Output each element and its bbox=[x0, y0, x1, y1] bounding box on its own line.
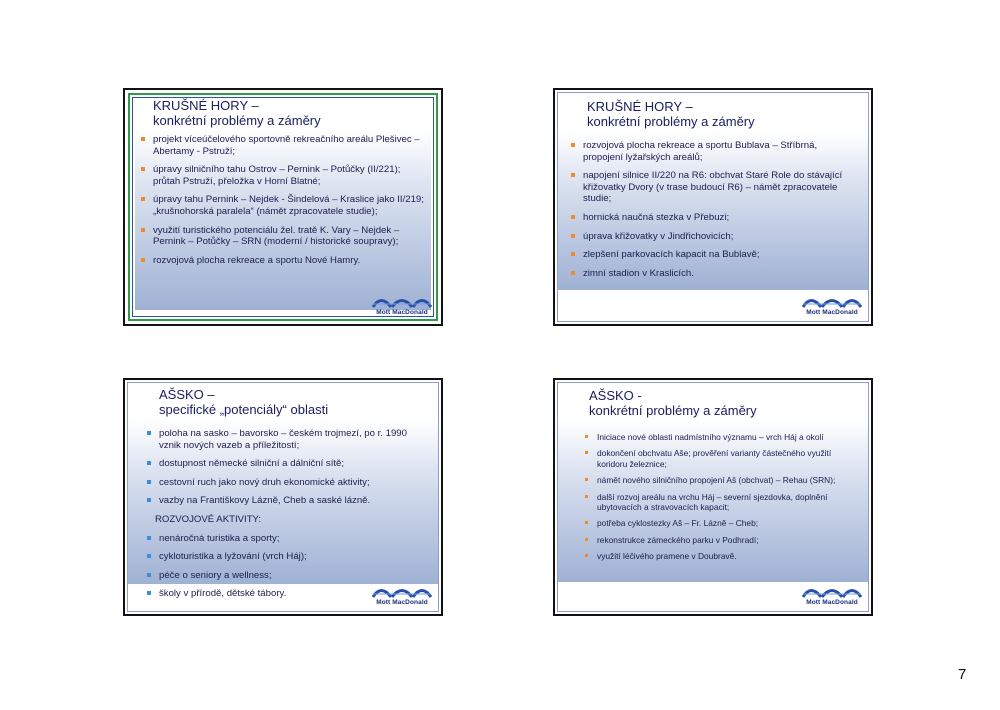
title-line-2: konkrétní problémy a záměry bbox=[153, 113, 321, 128]
bullet-icon bbox=[585, 538, 588, 541]
bullet-icon bbox=[571, 173, 575, 177]
logo-text: Mott MacDonald bbox=[806, 309, 858, 316]
list-item: další rozvoj areálu na vrchu Háj – severní sjezdovka, doplnění ubytovacích a stravovacích kapacit; bbox=[583, 492, 855, 513]
bullet-icon bbox=[585, 521, 588, 524]
title-line-2: specifické „potenciály“ oblasti bbox=[159, 402, 329, 417]
slide-assko-potencialy bbox=[123, 378, 443, 616]
bullet-icon bbox=[147, 480, 151, 484]
list-item: rozvojová plocha rekreace a sportu Nové Hamry. bbox=[139, 255, 429, 267]
list-item: poloha na sasko – bavorsko – českém trojmezí, po r. 1990 vznik nových vazeb a příležitostí; bbox=[145, 428, 429, 451]
mott-macdonald-logo bbox=[801, 292, 863, 316]
bullet-icon bbox=[147, 431, 151, 435]
bullet-icon bbox=[141, 197, 145, 201]
mott-macdonald-arches-icon bbox=[801, 292, 863, 308]
list-item: využití léčivého pramene v Doubravě. bbox=[583, 551, 855, 561]
list-item: hornická naučná stezka v Přebuzi; bbox=[569, 212, 859, 224]
bullet-icon bbox=[585, 435, 588, 438]
slide-title bbox=[589, 388, 857, 418]
title-line-1: AŠSKO – bbox=[159, 387, 215, 402]
title-line-2: konkrétní problémy a záměry bbox=[587, 114, 755, 129]
mott-macdonald-arches-icon bbox=[801, 582, 863, 598]
bullet-icon bbox=[147, 461, 151, 465]
list-item: rozvojová plocha rekreace a sportu Bublava – Stříbrná, propojení lyžařských areálů; bbox=[569, 140, 859, 163]
list-item: péče o seniory a wellness; bbox=[145, 570, 429, 582]
logo-text: Mott MacDonald bbox=[376, 599, 428, 606]
bullet-icon bbox=[141, 137, 145, 141]
title-line-1: KRUŠNÉ HORY – bbox=[587, 99, 693, 114]
list-item: úpravy silničního tahu Ostrov – Pernink – Potůčky (II/221); průtah Pstruží, přeložka v Horní Blatné; bbox=[139, 164, 429, 187]
logo-text: Mott MacDonald bbox=[376, 309, 428, 316]
bullet-icon bbox=[141, 258, 145, 262]
list-item: úprava křižovatky v Jindřichovicích; bbox=[569, 231, 859, 243]
slide-krusne-hory-1 bbox=[123, 88, 443, 326]
bullet-icon bbox=[585, 495, 588, 498]
slide-assko-zamery bbox=[553, 378, 873, 616]
page-number: 7 bbox=[958, 666, 967, 683]
slide-title bbox=[587, 99, 857, 129]
bullet-icon bbox=[585, 451, 588, 454]
bullet-icon bbox=[571, 271, 575, 275]
mott-macdonald-logo bbox=[371, 582, 433, 606]
bullet-icon bbox=[585, 554, 588, 557]
bullet-icon bbox=[571, 215, 575, 219]
bullet-icon bbox=[585, 478, 588, 481]
title-line-1: KRUŠNÉ HORY – bbox=[153, 98, 259, 113]
list-item: cykloturistika a lyžování (vrch Háj); bbox=[145, 551, 429, 563]
list-item: napojení silnice II/220 na R6: obchvat Staré Role do stávající křižovatky Dvory (v trase budoucí R6) – námět zpracovatele studie; bbox=[569, 170, 859, 205]
logo-text: Mott MacDonald bbox=[806, 599, 858, 606]
list-item: dostupnost německé silniční a dálniční sítě; bbox=[145, 458, 429, 470]
bullet-icon bbox=[141, 228, 145, 232]
mott-macdonald-arches-icon bbox=[371, 292, 433, 308]
list-item: projekt víceúčelového sportovně rekreačního areálu Plešivec – Abertamy - Pstruží; bbox=[139, 134, 429, 157]
list-item: Iniciace nové oblasti nadmístního významu – vrch Háj a okolí bbox=[583, 432, 855, 442]
bullet-icon bbox=[571, 234, 575, 238]
bullet-icon bbox=[147, 554, 151, 558]
bullet-list bbox=[569, 140, 859, 286]
title-line-1: AŠSKO - bbox=[589, 388, 642, 403]
list-item: zimní stadion v Kraslicích. bbox=[569, 268, 859, 280]
title-line-2: konkrétní problémy a záměry bbox=[589, 403, 757, 418]
bullet-icon bbox=[141, 167, 145, 171]
bullet-icon bbox=[571, 143, 575, 147]
list-item: potřeba cyklostezky Aš – Fr. Lázně – Cheb; bbox=[583, 518, 855, 528]
list-item: dokončení obchvatu Aše; prověření varianty částečného využití koridoru železnice; bbox=[583, 448, 855, 469]
bullet-icon bbox=[147, 591, 151, 595]
list-item: využití turistického potenciálu žel. tratě K. Vary – Nejdek – Pernink – Potůčky – SRN (moderní / historické soupravy); bbox=[139, 225, 429, 248]
list-item: zlepšení parkovacích kapacit na Bublavě; bbox=[569, 249, 859, 261]
slide-title bbox=[153, 98, 427, 128]
bullet-list bbox=[583, 432, 855, 568]
slide-krusne-hory-2 bbox=[553, 88, 873, 326]
mott-macdonald-logo bbox=[371, 292, 433, 316]
slide-title bbox=[159, 387, 427, 417]
bullet-icon bbox=[147, 573, 151, 577]
list-item: námět nového silničního propojení Aš (obchvat) – Rehau (SRN); bbox=[583, 475, 855, 485]
subheading: ROZVOJOVÉ AKTIVITY: bbox=[155, 513, 262, 525]
bullet-icon bbox=[571, 252, 575, 256]
list-item: školy v přírodě, dětské tábory. bbox=[145, 588, 429, 600]
bullet-list bbox=[145, 428, 429, 607]
mott-macdonald-arches-icon bbox=[371, 582, 433, 598]
list-item: cestovní ruch jako nový druh ekonomické aktivity; bbox=[145, 477, 429, 489]
bullet-icon bbox=[147, 498, 151, 502]
list-item: vazby na Františkovy Lázně, Cheb a saské lázně. bbox=[145, 495, 429, 507]
list-item: rekonstrukce zámeckého parku v Podhradí; bbox=[583, 535, 855, 545]
mott-macdonald-logo bbox=[801, 582, 863, 606]
bullet-icon bbox=[147, 536, 151, 540]
list-item: úpravy tahu Pernink – Nejdek - Šindelová – Kraslice jako II/219; „krušnohorská paralela“ (námět zpracovatele studie); bbox=[139, 194, 429, 217]
list-item: nenáročná turistika a sporty; bbox=[145, 533, 429, 545]
bullet-list bbox=[139, 134, 429, 273]
